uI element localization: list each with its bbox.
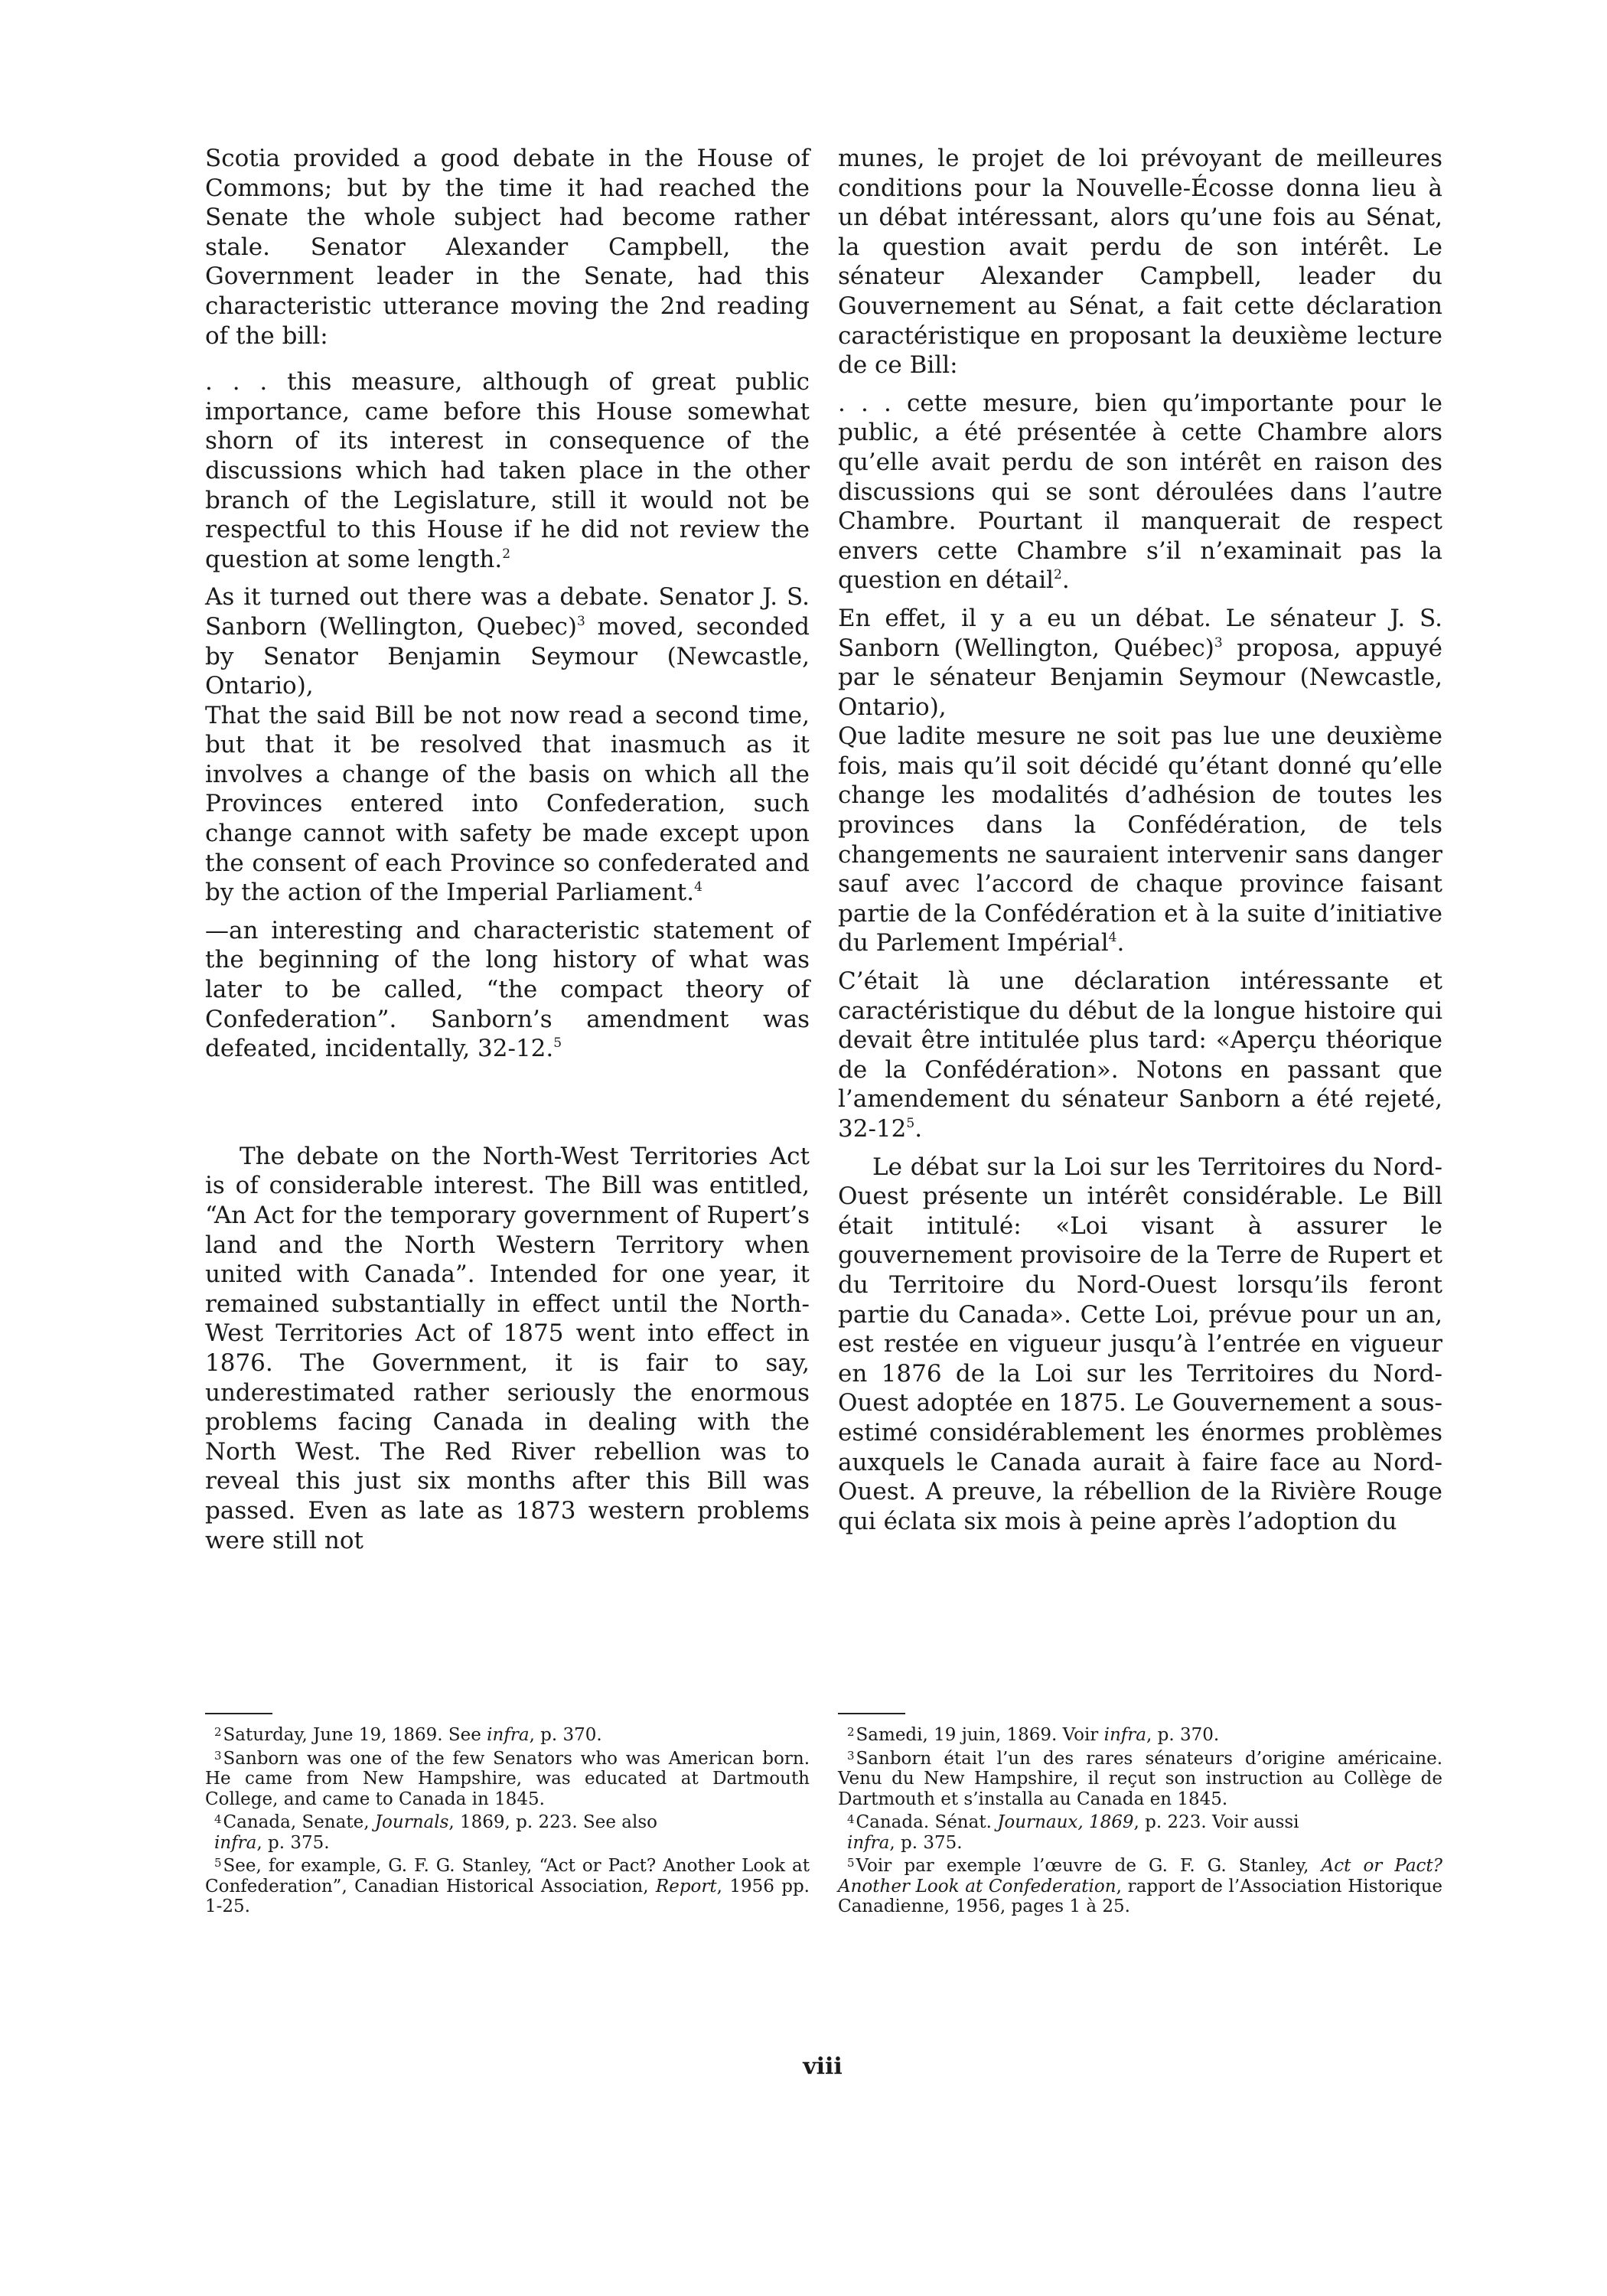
footnote-italic: Journaux, 1869 bbox=[997, 1812, 1134, 1832]
quote-text: . . . this measure, although of great public importance, came before this House somewhat shorn of its interest in consequence of the discussions which had taken place in the other branch of the Legislature, still it would not be respectful to this House if he did not review the question at some length. bbox=[205, 368, 810, 573]
footnote-text: , 1956 pp. 1-25. bbox=[205, 1876, 810, 1916]
footnote-italic: Report bbox=[655, 1876, 717, 1896]
footnote-ref: 5 bbox=[553, 1035, 562, 1052]
footnote bbox=[838, 1722, 1442, 1746]
footnote-marker: 3 bbox=[214, 1748, 222, 1763]
footnote bbox=[205, 1809, 810, 1833]
footnote-ref: 4 bbox=[694, 879, 702, 895]
footnotes-english bbox=[205, 1713, 810, 1917]
footnote-text: Voir par exemple l’œuvre de G. F. G. Stanley, bbox=[856, 1856, 1322, 1876]
footnote-marker: 4 bbox=[847, 1812, 855, 1826]
english-column bbox=[205, 144, 810, 1555]
footnote-marker: 5 bbox=[847, 1856, 855, 1870]
footnote-text: , 1869, p. 223. See also bbox=[448, 1812, 658, 1832]
quote-text: That the said Bill be not now read a second time, but that it be resolved that inasmuch as it involves a change of the basis on which all the Provinces entered into Confederation, such change cannot with safety be made except upon the consent of each Province so confederated and by the action of the Imperial Parliament. bbox=[205, 701, 810, 907]
footnote-rule bbox=[838, 1713, 905, 1714]
footnote-text: Saturday, June 19, 1869. See bbox=[223, 1725, 487, 1745]
french-column bbox=[838, 144, 1442, 1536]
paragraph: munes, le projet de loi prévoyant de meilleures conditions pour la Nouvelle-Écosse donna lieu à un débat intéressant, alors qu’une fois au Sénat, la question avait perdu de son intérêt. Le sénateur Alexander Campbell, leader du Gouvernement au Sénat, a fait cette déclaration caractéristique en proposant la deuxième lecture de ce Bill: bbox=[838, 145, 1442, 380]
footnotes-french bbox=[838, 1713, 1442, 1917]
footnote-marker: 2 bbox=[847, 1725, 855, 1739]
footnote-italic: Journals bbox=[374, 1812, 449, 1832]
paragraph-text: En effet, il y a eu un débat. Le sénateur J. S. Sanborn (Wellington, Québec) bbox=[838, 604, 1442, 662]
footnote-text: Sanborn était l’un des rares sénateurs d’origine américaine. Venu du New Hampshire, il reçut son instruction au Collège de Dartmouth et s’installa au Canada en 1845. bbox=[838, 1748, 1442, 1809]
footnote-text: , p. 370. bbox=[1146, 1725, 1220, 1745]
footnote-ref: 3 bbox=[576, 613, 585, 629]
footnote-marker: 5 bbox=[214, 1856, 222, 1870]
paragraph: Scotia provided a good debate in the House of Commons; but by the time it had reached the Senate the whole subject had become rather stale. Senator Alexander Campbell, the Government leader in the Senate, had this characteristic utterance moving the 2nd reading of the bill: bbox=[205, 145, 810, 350]
block-quote bbox=[205, 701, 810, 908]
block-quote bbox=[838, 722, 1442, 958]
footnote-text: Canada. Sénat. bbox=[856, 1812, 998, 1832]
paragraph bbox=[205, 582, 810, 700]
footnote-italic: infra bbox=[214, 1832, 257, 1853]
paragraph bbox=[838, 604, 1442, 722]
paragraph: Le débat sur la Loi sur les Territoires du Nord-Ouest présente un intérêt considérable. Le Bill était intitulé: «Loi visant à assurer le gouvernement provisoire de la Terre de Rupert et du Territoire du Nord-Ouest lorsqu’ils feront partie du Canada». Cette Loi, prévue pour un an, est restée en vigueur jusqu’à l’entrée en vigueur en 1876 de la Loi sur les Territoires du Nord-Ouest adoptée en 1875. Le Gouvernement a sous-estimé considérablement les énormes problèmes auxquels le Canada aurait à faire face au Nord-Ouest. A preuve, la rébellion de la Rivière Rouge qui éclata six mois à peine après l’adoption du bbox=[838, 1153, 1442, 1535]
quote-text: . bbox=[1061, 566, 1070, 595]
footnote-ref: 4 bbox=[1108, 930, 1117, 946]
paragraph-text: . bbox=[914, 1115, 923, 1143]
quote-text: Que ladite mesure ne soit pas lue une deuxième fois, mais qu’il soit décidé qu’étant donné qu’elle change les modalités d’adhésion de toutes les provinces dans la Confédération, de tels changements ne sauraient intervenir sans danger sauf avec l’accord de chaque province faisant partie de la Confédération et à la suite d’initiative du Parlement Impérial bbox=[838, 722, 1442, 957]
paragraph: The debate on the North-West Territories Act is of considerable interest. The Bill was entitled, “An Act for the temporary government of Rupert’s land and the North Western Territory when united with Canada”. Intended for one year, it remained substantially in effect until the North-West Territories Act of 1875 went into effect in 1876. The Government, it is fair to say, underestimated rather seriously the enormous problems facing Canada in dealing with the North West. The Red River rebellion was to reveal this just six months after this Bill was passed. Even as late as 1873 western problems were still not bbox=[205, 1142, 810, 1554]
footnote-ref: 2 bbox=[1054, 567, 1062, 583]
paragraph-text: proposa, appuyé par le sénateur Benjamin Seymour (Newcastle, Ontario), bbox=[838, 634, 1442, 721]
footnote-italic: infra bbox=[847, 1832, 890, 1853]
footnote-marker: 4 bbox=[214, 1812, 222, 1826]
paragraph-text: As it turned out there was a debate. Senator J. S. Sanborn (Wellington, Quebec) bbox=[205, 583, 810, 641]
footnote bbox=[838, 1746, 1442, 1810]
footnote bbox=[838, 1853, 1442, 1917]
page-number: viii bbox=[803, 2053, 843, 2080]
footnote-text: Sanborn was one of the few Senators who was American born. He came from New Hampshire, was educated at Dartmouth College, and came to Canada in 1845. bbox=[205, 1748, 810, 1809]
footnote-italic: infra bbox=[1103, 1725, 1147, 1745]
footnote-text: , p. 375. bbox=[256, 1832, 330, 1853]
quote-text: . bbox=[1116, 929, 1125, 957]
footnote bbox=[205, 1746, 810, 1810]
footnote bbox=[205, 1853, 810, 1917]
block-quote bbox=[205, 367, 810, 574]
footnote bbox=[838, 1809, 1442, 1833]
footnote-text: , p. 375. bbox=[889, 1832, 963, 1853]
footnote-italic: infra bbox=[487, 1725, 530, 1745]
footnote-text: See, for example, G. F. G. Stanley, “Act or Pact? Another Look at Confederation”, Canadian Historical Association, bbox=[205, 1856, 810, 1896]
paragraph-text: C’était là une déclaration intéressante et caractéristique du début de la longue histoire qui devait être intitulée plus tard: «Aperçu théorique de la Confédération». Notons en passant que l’amendement du sénateur Sanborn a été rejeté, 32-12 bbox=[838, 967, 1442, 1143]
footnote-ref: 3 bbox=[1214, 634, 1223, 651]
paragraph-text: —an interesting and characteristic statement of the beginning of the long history of what was later to be called, “the compact theory of Confederation”. Sanborn’s amendment was defeated, incidentally, 32-12. bbox=[205, 916, 810, 1063]
footnote-marker: 3 bbox=[847, 1748, 855, 1763]
footnote bbox=[838, 1833, 1442, 1854]
footnote-rule bbox=[205, 1713, 272, 1714]
footnote-text: , p. 370. bbox=[529, 1725, 602, 1745]
footnote-text: , rapport de l’Association Historique Canadienne, 1956, pages 1 à 25. bbox=[838, 1876, 1442, 1916]
footnote-text: Samedi, 19 juin, 1869. Voir bbox=[856, 1725, 1104, 1745]
footnote bbox=[205, 1833, 810, 1854]
block-quote bbox=[838, 389, 1442, 595]
paragraph-text: moved, seconded by Senator Benjamin Seymour (Newcastle, Ontario), bbox=[205, 612, 810, 700]
footnote-ref: 5 bbox=[906, 1116, 915, 1131]
quote-text: . . . cette mesure, bien qu’importante pour le public, a été présentée à cette Chambre alors qu’elle avait perdu de son intérêt en raison des discussions qui se sont déroulées dans l’autre Chambre. Pourtant il manquerait de respect envers cette Chambre s’il n’examinait pas la question en détail bbox=[838, 389, 1442, 595]
footnote-text: , p. 223. Voir aussi bbox=[1133, 1812, 1299, 1832]
footnote-ref: 2 bbox=[502, 546, 511, 562]
paragraph bbox=[838, 967, 1442, 1144]
footnote-italic: Act or Pact? Another Look at Confederation bbox=[838, 1856, 1442, 1896]
footnote bbox=[205, 1722, 810, 1746]
footnote-marker: 2 bbox=[214, 1725, 222, 1739]
paragraph bbox=[205, 916, 810, 1064]
footnote-text: Canada, Senate, bbox=[223, 1812, 375, 1832]
